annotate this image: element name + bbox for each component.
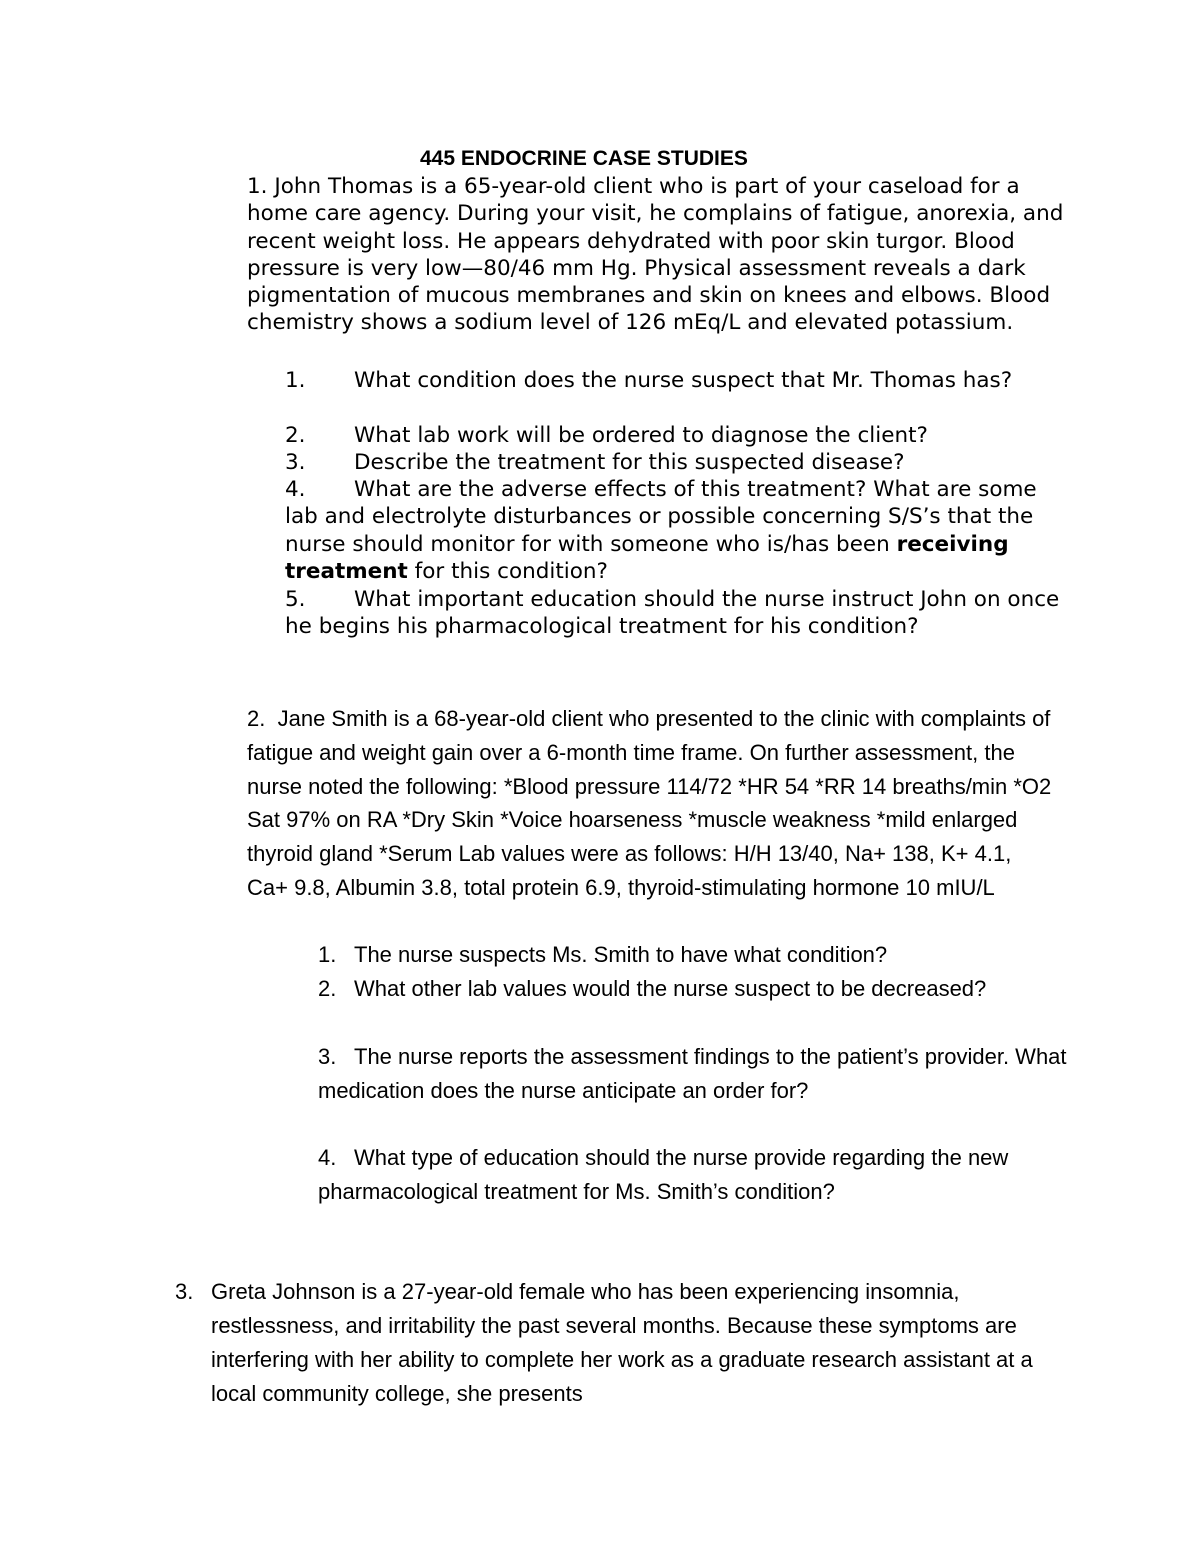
case1-intro-text: John Thomas is a 65-year-old client who is part of your caseload for a home care agency. During your visit, he complains of fatigue, anorexia, and recent weight loss. He appears dehydrated with poor skin turgor. Blood pressure is very low—80/46 mm Hg. Physical assessment reveals a dark pigmentation of mucous membranes and skin on knees and elbows. Blood chemistry shows a sodium level of 126 mEq/L and elevated potassium. bbox=[247, 174, 1064, 336]
case3 bbox=[175, 1275, 1075, 1411]
question-number: 5. bbox=[285, 587, 306, 612]
question-number: 3. bbox=[318, 1044, 337, 1069]
question-text: What important education should the nurse instruct John on once he begins his pharmacological treatment for his condition? bbox=[285, 587, 1060, 640]
question-text: What other lab values would the nurse suspect to be decreased? bbox=[354, 976, 987, 1001]
case1-question-1 bbox=[285, 367, 1065, 394]
case1-question-5 bbox=[285, 586, 1065, 641]
question-text: What type of education should the nurse provide regarding the new pharmacological treatment for Ms. Smith’s condition? bbox=[318, 1145, 1009, 1204]
case1-question-4 bbox=[285, 476, 1065, 585]
question-number: 1. bbox=[318, 942, 337, 967]
case3-number: 3. bbox=[175, 1279, 194, 1304]
case2-question-4 bbox=[318, 1141, 1068, 1209]
question-text: What are the adverse effects of this treatment? What are some lab and electrolyte disturbances or possible concerning S/S’s that the nurse should monitor for with someone who is/has been bbox=[285, 477, 1037, 557]
case3-intro-text: Greta Johnson is a 27-year-old female who has been experiencing insomnia, restlessness, and irritability the past several months. Because these symptoms are interfering with her ability to complete her work as a graduate research assistant at a local community college, she presents bbox=[211, 1279, 1033, 1406]
question-text: What lab work will be ordered to diagnose the client? bbox=[354, 423, 928, 448]
question-text-end: for this condition? bbox=[414, 558, 608, 584]
document-title: 445 ENDOCRINE CASE STUDIES bbox=[420, 147, 748, 170]
case1-intro bbox=[247, 173, 1067, 337]
question-bold-text: receiving treatment bbox=[285, 531, 1009, 584]
question-number: 2. bbox=[318, 976, 337, 1001]
question-number: 4. bbox=[318, 1145, 337, 1170]
question-number: 3. bbox=[285, 450, 306, 475]
question-text: Describe the treatment for this suspected disease? bbox=[354, 450, 905, 475]
case2-question-3 bbox=[318, 1040, 1068, 1108]
question-number: 4. bbox=[285, 477, 306, 502]
case2-intro bbox=[247, 702, 1057, 905]
case2-question-2 bbox=[318, 972, 1068, 1006]
case2-question-1 bbox=[318, 938, 1068, 972]
case1-question-2 bbox=[285, 422, 1065, 449]
question-text: The nurse suspects Ms. Smith to have what condition? bbox=[354, 942, 888, 967]
question-text: The nurse reports the assessment findings to the patient’s provider. What medication does the nurse anticipate an order for? bbox=[318, 1044, 1067, 1103]
question-text: What condition does the nurse suspect that Mr. Thomas has? bbox=[354, 368, 1013, 393]
question-number: 1. bbox=[285, 368, 306, 393]
case2-intro-text: Jane Smith is a 68-year-old client who presented to the clinic with complaints of fatigue and weight gain over a 6-month time frame. On further assessment, the nurse noted the following: *Blood pressure 114/72 *HR 54 *RR 14 breaths/min *O2 Sat 97% on RA *Dry Skin *Voice hoarseness *muscle weakness *mild enlarged thyroid gland *Serum Lab values were as follows: H/H 13/40, Na+ 138, K+ 4.1, Ca+ 9.8, Albumin 3.8, total protein 6.9, thyroid-stimulating hormone 10 mIU/L bbox=[247, 706, 1052, 900]
case1-question-3 bbox=[285, 449, 1065, 476]
case1-number: 1. bbox=[247, 174, 268, 199]
case2-number: 2. bbox=[247, 706, 266, 731]
question-number: 2. bbox=[285, 423, 306, 448]
